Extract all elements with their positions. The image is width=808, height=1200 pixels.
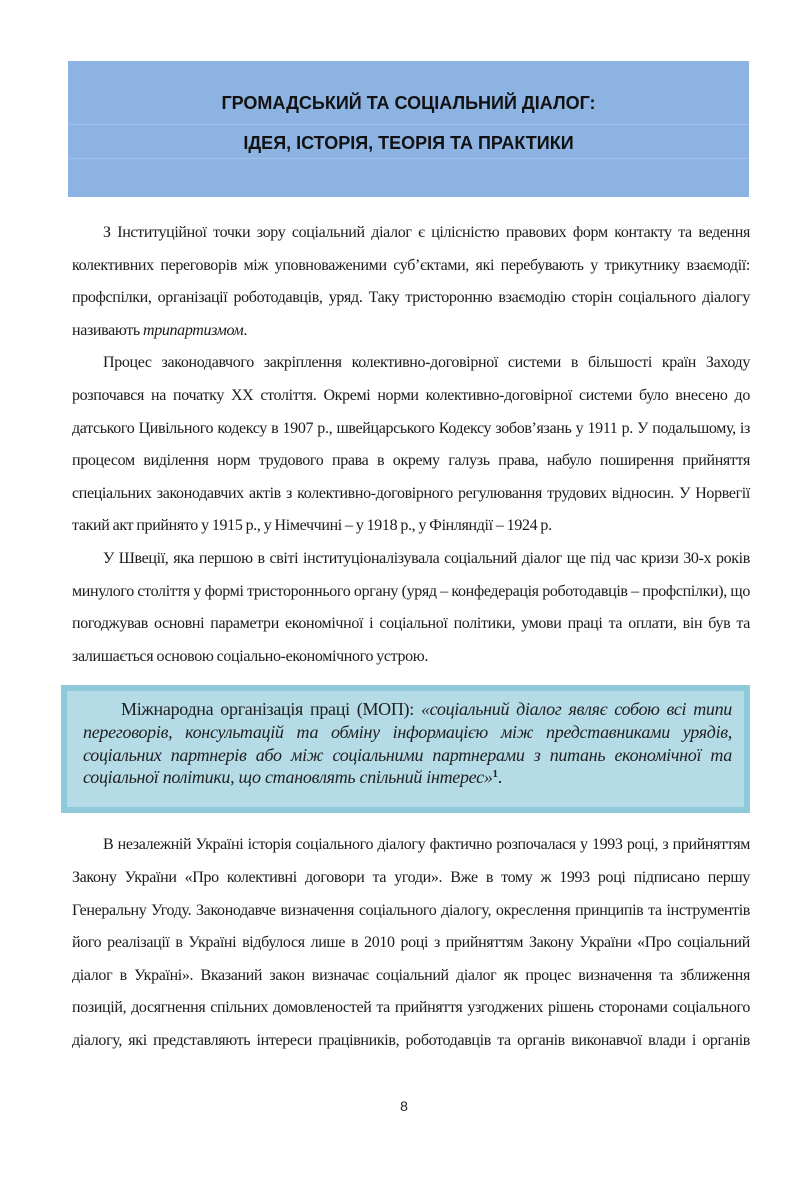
footnote-reference[interactable]: 1 — [492, 768, 498, 781]
chapter-title-banner — [68, 61, 749, 197]
callout-source: Міжнародна організація праці (МОП): — [121, 699, 421, 720]
callout-text — [83, 698, 732, 789]
banner-rule — [68, 124, 749, 125]
banner-rule — [68, 158, 749, 159]
ilo-definition-callout — [61, 685, 750, 813]
chapter-title-line-1: ГРОМАДСЬКИЙ ТА СОЦІАЛЬНИЙ ДІАЛОГ: — [221, 93, 596, 113]
chapter-title-line-2: ІДЕЯ, ІСТОРІЯ, ТЕОРІЯ ТА ПРАКТИКИ — [243, 133, 574, 153]
paragraph-institutional-view — [72, 217, 750, 347]
callout-quote: «соціальний діалог являє собою всі типи переговорів, консультацій та обміну інформацією між представниками урядів, соціальних партнерів або між соціальними партнерами з питань економічної та соціальної політики, що становлять спільний інтерес» — [83, 699, 732, 788]
body-section-top — [72, 217, 750, 673]
paragraph-legislative-history: Процес законодавчого закріплення колективно-договірної системи в більшості країн Заходу розпочався на початку XX століття. Окремі норми колективно-договірної системи було внесено до датського Цивільного кодексу в 1907 р., швейцарського Кодексу зобов’язань у 1911 р. У подальшому, із процесом виділення норм трудового права в окрему галузь права, набуло поширення прийняття спеціальних законодавчих актів з колективно-договірного регулювання трудових відносин. У Норвегії такий акт прийнято у 1915 р., у Німеччині – у 1918 р., у Фінляндії – 1924 р. — [72, 354, 750, 535]
paragraph-sweden: У Швеції, яка першою в світі інституціоналізувала соціальний діалог ще під час кризи 30-х років минулого століття у формі тристороннього органу (уряд – конфедерація роботодавців – профспілки), що погоджував основні параметри економічної і соціальної політики, умови праці та оплати, він був та залишається основою соціально-економічного устрою. — [72, 549, 750, 665]
callout-end: . — [497, 767, 502, 788]
body-section-bottom — [72, 829, 750, 1057]
paragraph-end: . — [243, 321, 248, 339]
page-number: 8 — [400, 1098, 408, 1115]
paragraph-text: З Інституційної точки зору соціальний діалог є цілісністю правових форм контакту та ведення колективних переговорів між уповноваженими суб’єктами, які перебувають у трикутнику взаємодії: профспілки, організації роботодавців, уряд. Таку тристоронню взаємодію сторін соціального діалогу називають — [72, 224, 750, 339]
term-tripartism: трипартизмом — [143, 321, 244, 339]
paragraph-ukraine-history: В незалежній Україні історія соціального діалогу фактично розпочалася у 1993 році, з прийняттям Закону України «Про колективні договори та угоди». Вже в тому ж 1993 році підписано першу Генеральну Угоду. Законодавче визначення соціального діалогу, окреслення принципів та інструментів його реалізації в Україні відбулося лише в 2010 році з прийняттям Закону України «Про соціальний діалог в Україні». Вказаний закон визначає соціальний діалог як процес визначення та зближення позицій, досягнення спільних домовленостей та прийняття узгоджених рішень сторонами соціального діалогу, які представляють інтереси працівників, роботодавців та органів виконавчої влади і органів — [72, 836, 750, 1049]
